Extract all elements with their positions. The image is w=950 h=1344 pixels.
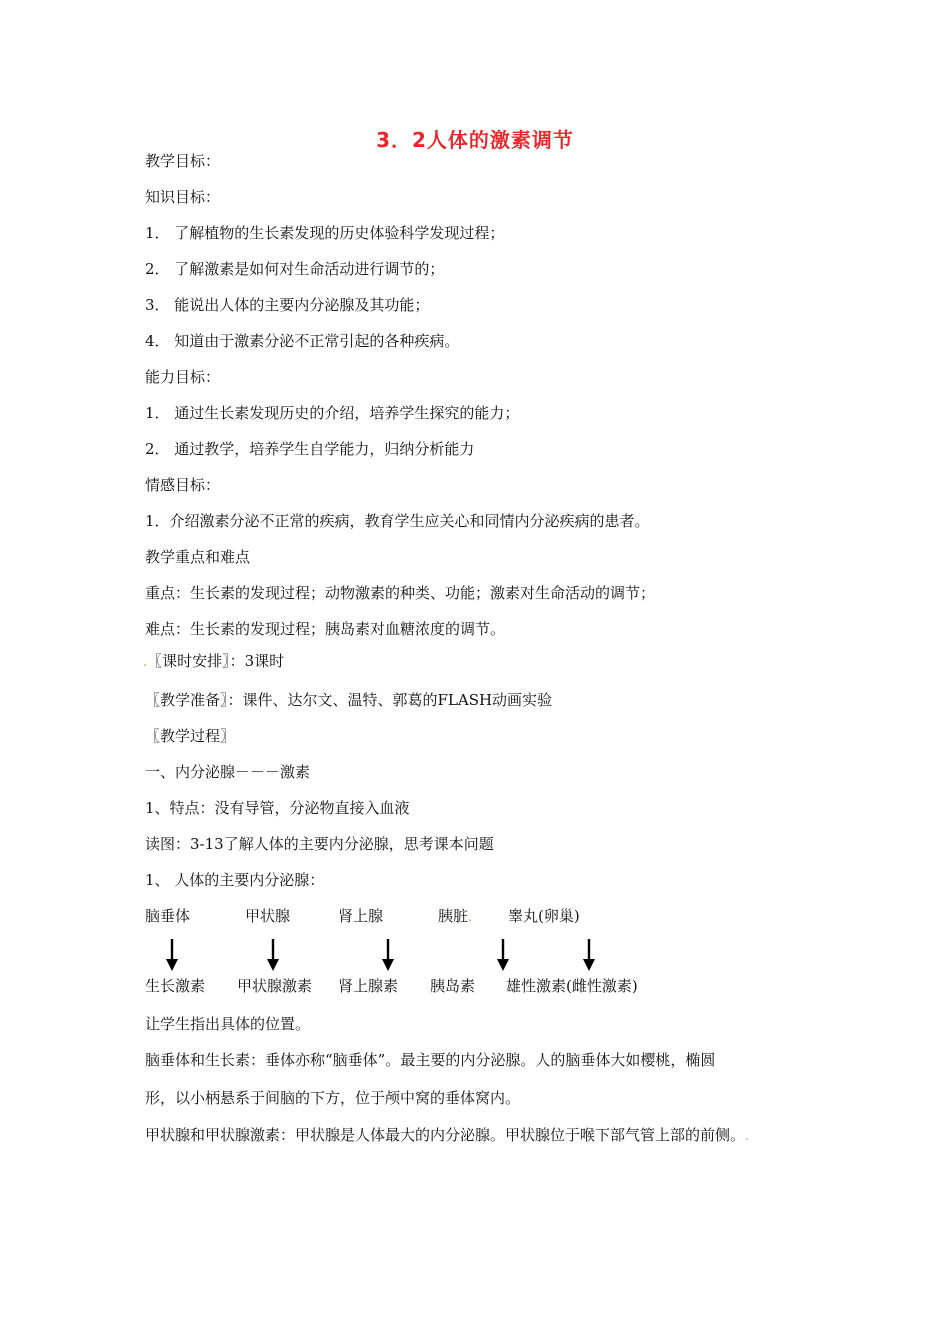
- gland-label: 睾丸(卵巢): [508, 907, 580, 925]
- down-arrow-icon: [165, 939, 179, 971]
- gland-label: 脑垂体: [145, 907, 191, 925]
- paragraph-line: 甲状腺和甲状腺激素：甲状腺是人体最大的内分泌腺。甲状腺位于喉下部气管上部的前侧。.: [145, 1126, 750, 1144]
- line-19: 1、特点：没有导管，分泌物直接入血液: [145, 799, 410, 817]
- line-21: 1、 人体的主要内分泌腺：: [145, 871, 325, 889]
- line-20: 读图：3-13了解人体的主要内分泌腺，思考课本问题: [145, 835, 494, 853]
- down-arrow-icon: [496, 939, 510, 971]
- hormone-label: 生长激素: [145, 977, 206, 995]
- line-4: 2． 了解激素是如何对生命活动进行调节的；: [145, 260, 445, 278]
- gland-label: 甲状腺: [245, 907, 291, 925]
- gland-label: 肾上腺: [338, 907, 384, 925]
- line-12: 教学重点和难点: [145, 548, 251, 566]
- line-14: 难点：生长素的发现过程；胰岛素对血糖浓度的调节。: [145, 620, 506, 638]
- paragraph-line: 形，以小柄悬系于间脑的下方，位于颅中窝的垂体窝内。: [145, 1089, 521, 1107]
- line-6: 4． 知道由于激素分泌不正常引起的各种疾病。: [145, 332, 460, 350]
- paragraph-line: 让学生指出具体的位置。: [145, 1015, 311, 1033]
- line-17: 〖教学过程〗: [145, 727, 236, 745]
- down-arrow-icon: [381, 939, 395, 971]
- hormone-label: 雄性激素(雌性激素): [506, 977, 638, 995]
- line-16: 〖教学准备〗：课件、达尔文、温特、郭葛的FLASH动画实验: [145, 691, 553, 709]
- line-5: 3． 能说出人体的主要内分泌腺及其功能；: [145, 296, 430, 314]
- line-2: 知识目标：: [145, 188, 221, 206]
- page-title: 3．2人体的激素调节: [376, 128, 574, 152]
- line-9: 2． 通过教学，培养学生自学能力，归纳分析能力: [145, 440, 475, 458]
- line-3: 1． 了解植物的生长素发现的历史体验科学发现过程；: [145, 224, 505, 242]
- line-15: .〖课时安排〗：3课时: [143, 652, 285, 670]
- hormone-label: 肾上腺素: [338, 977, 399, 995]
- paragraph-line: 脑垂体和生长素：垂体亦称“脑垂体”。最主要的内分泌腺。人的脑垂体大如樱桃，椭圆: [145, 1051, 716, 1069]
- down-arrow-icon: [582, 939, 596, 971]
- line-7: 能力目标：: [145, 368, 221, 386]
- line-13: 重点：生长素的发现过程；动物激素的种类、功能；激素对生命活动的调节；: [145, 584, 656, 602]
- line-18: 一、内分泌腺－－－激素: [145, 763, 311, 781]
- line-1: 教学目标：: [145, 152, 221, 170]
- down-arrow-icon: [266, 939, 280, 971]
- line-11: 1．介绍激素分泌不正常的疾病，教育学生应关心和同情内分泌疾病的患者。: [145, 512, 650, 530]
- gland-label: 胰脏.: [438, 907, 473, 925]
- hormone-label: 胰岛素: [430, 977, 476, 995]
- line-8: 1． 通过生长素发现历史的介绍，培养学生探究的能力；: [145, 404, 520, 422]
- line-10: 情感目标：: [145, 476, 221, 494]
- hormone-label: 甲状腺激素: [237, 977, 313, 995]
